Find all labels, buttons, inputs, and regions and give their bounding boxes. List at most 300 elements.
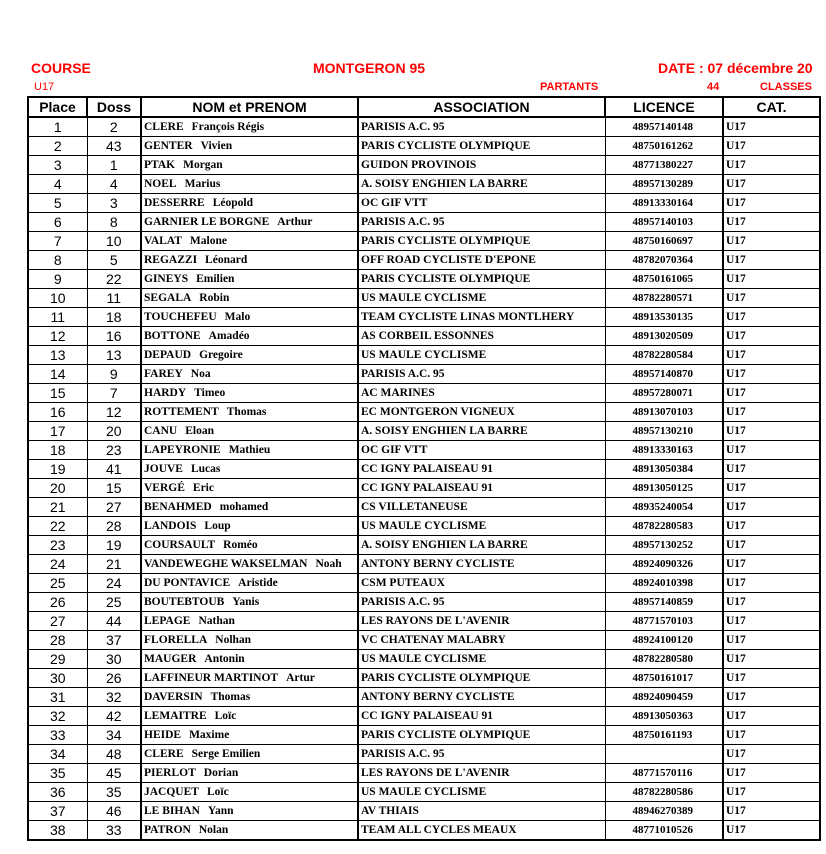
association-cell: PARIS CYCLISTE OLYMPIQUE bbox=[358, 669, 605, 688]
place-cell: 1 bbox=[28, 117, 87, 137]
place-cell: 18 bbox=[28, 441, 87, 460]
licence-cell: 48782280586 bbox=[605, 783, 723, 802]
bib-number-cell: 19 bbox=[87, 536, 141, 555]
rider-first-name: Emilien bbox=[196, 273, 235, 285]
licence-cell: 48782280583 bbox=[605, 517, 723, 536]
category-cell: U17 bbox=[723, 422, 820, 441]
bib-number-cell: 37 bbox=[87, 631, 141, 650]
table-row bbox=[28, 688, 820, 707]
table-row bbox=[28, 707, 820, 726]
table-row bbox=[28, 441, 820, 460]
bib-number-cell: 10 bbox=[87, 232, 141, 251]
bib-number-cell: 28 bbox=[87, 517, 141, 536]
table-row bbox=[28, 574, 820, 593]
table-row bbox=[28, 821, 820, 841]
place-cell: 12 bbox=[28, 327, 87, 346]
category-cell: U17 bbox=[723, 365, 820, 384]
table-row bbox=[28, 631, 820, 650]
course-label: COURSE bbox=[31, 60, 91, 76]
rider-first-name: Gregoire bbox=[199, 349, 243, 361]
rider-first-name: Malone bbox=[189, 235, 227, 247]
category-cell: U17 bbox=[723, 783, 820, 802]
rider-first-name: Noah bbox=[315, 558, 342, 570]
bib-number-cell: 15 bbox=[87, 479, 141, 498]
category-cell: U17 bbox=[723, 441, 820, 460]
rider-first-name: Nolan bbox=[198, 824, 229, 836]
association-cell: VC CHATENAY MALABRY bbox=[358, 631, 605, 650]
place-cell: 22 bbox=[28, 517, 87, 536]
association-cell: US MAULE CYCLISME bbox=[358, 650, 605, 669]
rider-name-cell bbox=[141, 764, 358, 783]
results-table bbox=[27, 96, 821, 841]
table-row bbox=[28, 650, 820, 669]
category-cell: U17 bbox=[723, 517, 820, 536]
association-cell: AC MARINES bbox=[358, 384, 605, 403]
rider-name-cell bbox=[141, 213, 358, 232]
rider-first-name: Vivien bbox=[200, 140, 233, 152]
bib-number-cell: 8 bbox=[87, 213, 141, 232]
table-row bbox=[28, 745, 820, 764]
rider-first-name: Artur bbox=[286, 672, 315, 684]
association-cell: ANTONY BERNY CYCLISTE bbox=[358, 555, 605, 574]
rider-name-cell bbox=[141, 289, 358, 308]
category-cell: U17 bbox=[723, 232, 820, 251]
association-cell: PARIS CYCLISTE OLYMPIQUE bbox=[358, 726, 605, 745]
bib-number-cell: 2 bbox=[87, 117, 141, 137]
table-row bbox=[28, 270, 820, 289]
rider-last-name: GARNIER LE BORGNE bbox=[144, 216, 270, 228]
place-cell: 6 bbox=[28, 213, 87, 232]
association-cell: CC IGNY PALAISEAU 91 bbox=[358, 460, 605, 479]
rider-first-name: Dorian bbox=[203, 767, 239, 779]
bib-number-cell: 46 bbox=[87, 802, 141, 821]
bib-number-cell: 44 bbox=[87, 612, 141, 631]
association-cell: OFF ROAD CYCLISTE D'EPONE bbox=[358, 251, 605, 270]
category-cell: U17 bbox=[723, 669, 820, 688]
bib-number-cell: 13 bbox=[87, 346, 141, 365]
bib-number-cell: 33 bbox=[87, 821, 141, 841]
licence-cell: 48924090459 bbox=[605, 688, 723, 707]
rider-name-cell bbox=[141, 327, 358, 346]
column-header-place: Place bbox=[28, 97, 87, 117]
table-row bbox=[28, 422, 820, 441]
place-cell: 11 bbox=[28, 308, 87, 327]
category-cell: U17 bbox=[723, 194, 820, 213]
rider-name-cell bbox=[141, 707, 358, 726]
licence-cell: 48924090326 bbox=[605, 555, 723, 574]
association-cell: PARISIS A.C. 95 bbox=[358, 593, 605, 612]
association-cell: US MAULE CYCLISME bbox=[358, 289, 605, 308]
bib-number-cell: 27 bbox=[87, 498, 141, 517]
place-cell: 27 bbox=[28, 612, 87, 631]
table-row bbox=[28, 783, 820, 802]
place-cell: 17 bbox=[28, 422, 87, 441]
rider-first-name: Serge Emilien bbox=[191, 748, 261, 760]
table-row bbox=[28, 194, 820, 213]
bib-number-cell: 18 bbox=[87, 308, 141, 327]
licence-cell: 48957140859 bbox=[605, 593, 723, 612]
table-row bbox=[28, 460, 820, 479]
licence-cell: 48957280071 bbox=[605, 384, 723, 403]
rider-first-name: Thomas bbox=[210, 691, 251, 703]
rider-last-name: FAREY bbox=[144, 368, 183, 380]
rider-last-name: LAFFINEUR MARTINOT bbox=[144, 672, 279, 684]
table-row bbox=[28, 289, 820, 308]
rider-last-name: ROTTEMENT bbox=[144, 406, 219, 418]
table-row bbox=[28, 802, 820, 821]
bib-number-cell: 32 bbox=[87, 688, 141, 707]
licence-cell: 48957130210 bbox=[605, 422, 723, 441]
rider-last-name: DEPAUD bbox=[144, 349, 192, 361]
rider-name-cell bbox=[141, 251, 358, 270]
rider-last-name: VANDEWEGHE WAKSELMAN bbox=[144, 558, 308, 570]
rider-first-name: Eloan bbox=[185, 425, 214, 437]
association-cell: TEAM ALL CYCLES MEAUX bbox=[358, 821, 605, 841]
category-cell: U17 bbox=[723, 175, 820, 194]
rider-name-cell bbox=[141, 346, 358, 365]
table-row bbox=[28, 213, 820, 232]
table-row bbox=[28, 726, 820, 745]
rider-name-cell bbox=[141, 460, 358, 479]
rider-first-name: Robin bbox=[199, 292, 230, 304]
association-cell: EC MONTGERON VIGNEUX bbox=[358, 403, 605, 422]
association-cell: US MAULE CYCLISME bbox=[358, 783, 605, 802]
classes-label: CLASSES bbox=[760, 81, 812, 93]
category-cell: U17 bbox=[723, 289, 820, 308]
rider-first-name: Timeo bbox=[194, 387, 226, 399]
association-cell: US MAULE CYCLISME bbox=[358, 517, 605, 536]
table-header-row bbox=[28, 97, 820, 117]
rider-first-name: Marius bbox=[184, 178, 221, 190]
licence-cell: 48913070103 bbox=[605, 403, 723, 422]
licence-cell bbox=[605, 745, 723, 764]
rider-first-name: Arthur bbox=[277, 216, 313, 228]
rider-last-name: CLERE bbox=[144, 121, 184, 133]
place-cell: 34 bbox=[28, 745, 87, 764]
rider-first-name: Noa bbox=[190, 368, 211, 380]
category-cell: U17 bbox=[723, 213, 820, 232]
rider-last-name: LAPEYRONIE bbox=[144, 444, 221, 456]
rider-name-cell bbox=[141, 194, 358, 213]
licence-cell: 48782280584 bbox=[605, 346, 723, 365]
association-cell: CS VILLETANEUSE bbox=[358, 498, 605, 517]
association-cell: ANTONY BERNY CYCLISTE bbox=[358, 688, 605, 707]
licence-cell: 48957130252 bbox=[605, 536, 723, 555]
bib-number-cell: 12 bbox=[87, 403, 141, 422]
category-cell: U17 bbox=[723, 156, 820, 175]
category-cell: U17 bbox=[723, 384, 820, 403]
bib-number-cell: 41 bbox=[87, 460, 141, 479]
place-cell: 23 bbox=[28, 536, 87, 555]
association-cell: PARIS CYCLISTE OLYMPIQUE bbox=[358, 232, 605, 251]
rider-last-name: HARDY bbox=[144, 387, 187, 399]
rider-first-name: mohamed bbox=[219, 501, 269, 513]
table-row bbox=[28, 669, 820, 688]
rider-first-name: Aristide bbox=[238, 577, 278, 589]
rider-name-cell bbox=[141, 669, 358, 688]
rider-name-cell bbox=[141, 441, 358, 460]
rider-name-cell bbox=[141, 270, 358, 289]
table-row bbox=[28, 251, 820, 270]
place-cell: 26 bbox=[28, 593, 87, 612]
rider-last-name: GINEYS bbox=[144, 273, 189, 285]
bib-number-cell: 26 bbox=[87, 669, 141, 688]
rider-first-name: Maxime bbox=[189, 729, 230, 741]
rider-name-cell bbox=[141, 650, 358, 669]
category-cell: U17 bbox=[723, 536, 820, 555]
place-cell: 5 bbox=[28, 194, 87, 213]
table-row bbox=[28, 137, 820, 156]
association-cell: LES RAYONS DE L'AVENIR bbox=[358, 764, 605, 783]
rider-name-cell bbox=[141, 365, 358, 384]
place-cell: 24 bbox=[28, 555, 87, 574]
licence-cell: 48913050363 bbox=[605, 707, 723, 726]
place-cell: 32 bbox=[28, 707, 87, 726]
rider-last-name: LE BIHAN bbox=[144, 805, 200, 817]
bib-number-cell: 16 bbox=[87, 327, 141, 346]
rider-name-cell bbox=[141, 403, 358, 422]
table-row bbox=[28, 593, 820, 612]
place-cell: 37 bbox=[28, 802, 87, 821]
category-cell: U17 bbox=[723, 821, 820, 841]
association-cell: PARISIS A.C. 95 bbox=[358, 213, 605, 232]
rider-first-name: Mathieu bbox=[228, 444, 271, 456]
place-cell: 20 bbox=[28, 479, 87, 498]
rider-last-name: JOUVE bbox=[144, 463, 183, 475]
rider-name-cell bbox=[141, 232, 358, 251]
licence-cell: 48913330164 bbox=[605, 194, 723, 213]
association-cell: LES RAYONS DE L'AVENIR bbox=[358, 612, 605, 631]
rider-first-name: Amadéo bbox=[208, 330, 250, 342]
table-row bbox=[28, 612, 820, 631]
table-row bbox=[28, 555, 820, 574]
rider-name-cell bbox=[141, 498, 358, 517]
association-cell: A. SOISY ENGHIEN LA BARRE bbox=[358, 536, 605, 555]
table-row bbox=[28, 232, 820, 251]
rider-last-name: DU PONTAVICE bbox=[144, 577, 231, 589]
category-cell: U17 bbox=[723, 270, 820, 289]
association-cell: TEAM CYCLISTE LINAS MONTLHERY bbox=[358, 308, 605, 327]
table-row bbox=[28, 175, 820, 194]
bib-number-cell: 3 bbox=[87, 194, 141, 213]
licence-cell: 48913050125 bbox=[605, 479, 723, 498]
rider-first-name: Léonard bbox=[205, 254, 248, 266]
licence-cell: 48924010398 bbox=[605, 574, 723, 593]
table-row bbox=[28, 327, 820, 346]
table-row bbox=[28, 117, 820, 137]
rider-last-name: DAVERSIN bbox=[144, 691, 203, 703]
rider-name-cell bbox=[141, 783, 358, 802]
race-date: DATE : 07 décembre 20 bbox=[658, 60, 813, 76]
rider-name-cell bbox=[141, 308, 358, 327]
partants-count: 44 bbox=[707, 81, 720, 93]
category-cell: U17 bbox=[723, 346, 820, 365]
rider-name-cell bbox=[141, 745, 358, 764]
rider-first-name: Loïc bbox=[206, 786, 229, 798]
licence-cell: 48946270389 bbox=[605, 802, 723, 821]
category-cell: U17 bbox=[723, 631, 820, 650]
rider-last-name: BENAHMED bbox=[144, 501, 212, 513]
rider-last-name: CANU bbox=[144, 425, 178, 437]
association-cell: A. SOISY ENGHIEN LA BARRE bbox=[358, 422, 605, 441]
rider-name-cell bbox=[141, 555, 358, 574]
association-cell: OC GIF VTT bbox=[358, 441, 605, 460]
licence-cell: 48750160697 bbox=[605, 232, 723, 251]
rider-last-name: GENTER bbox=[144, 140, 193, 152]
licence-cell: 48771570116 bbox=[605, 764, 723, 783]
category-cell: U17 bbox=[723, 650, 820, 669]
rider-first-name: Malo bbox=[224, 311, 251, 323]
bib-number-cell: 21 bbox=[87, 555, 141, 574]
rider-name-cell bbox=[141, 384, 358, 403]
rider-last-name: MAUGER bbox=[144, 653, 197, 665]
association-cell: CC IGNY PALAISEAU 91 bbox=[358, 479, 605, 498]
licence-cell: 48935240054 bbox=[605, 498, 723, 517]
table-row bbox=[28, 365, 820, 384]
rider-first-name: Yann bbox=[207, 805, 234, 817]
place-cell: 3 bbox=[28, 156, 87, 175]
rider-name-cell bbox=[141, 175, 358, 194]
column-header-name: NOM et PRENOM bbox=[141, 97, 358, 117]
rider-first-name: Eric bbox=[192, 482, 214, 494]
category-cell: U17 bbox=[723, 574, 820, 593]
bib-number-cell: 24 bbox=[87, 574, 141, 593]
rider-last-name: JACQUET bbox=[144, 786, 199, 798]
bib-number-cell: 34 bbox=[87, 726, 141, 745]
licence-cell: 48750161193 bbox=[605, 726, 723, 745]
table-row bbox=[28, 764, 820, 783]
association-cell: PARIS CYCLISTE OLYMPIQUE bbox=[358, 270, 605, 289]
bib-number-cell: 5 bbox=[87, 251, 141, 270]
association-cell: US MAULE CYCLISME bbox=[358, 346, 605, 365]
place-cell: 21 bbox=[28, 498, 87, 517]
rider-last-name: DESSERRE bbox=[144, 197, 205, 209]
association-cell: OC GIF VTT bbox=[358, 194, 605, 213]
place-cell: 31 bbox=[28, 688, 87, 707]
rider-name-cell bbox=[141, 688, 358, 707]
rider-last-name: LANDOIS bbox=[144, 520, 197, 532]
column-header-association: ASSOCIATION bbox=[358, 97, 605, 117]
table-row bbox=[28, 156, 820, 175]
rider-name-cell bbox=[141, 726, 358, 745]
place-cell: 4 bbox=[28, 175, 87, 194]
licence-cell: 48913050384 bbox=[605, 460, 723, 479]
place-cell: 38 bbox=[28, 821, 87, 841]
category-cell: U17 bbox=[723, 308, 820, 327]
association-cell: PARISIS A.C. 95 bbox=[358, 745, 605, 764]
table-row bbox=[28, 536, 820, 555]
category-label: U17 bbox=[34, 81, 55, 93]
bib-number-cell: 22 bbox=[87, 270, 141, 289]
rider-last-name: LEPAGE bbox=[144, 615, 191, 627]
rider-last-name: TOUCHEFEU bbox=[144, 311, 217, 323]
bib-number-cell: 11 bbox=[87, 289, 141, 308]
rider-first-name: Antonin bbox=[204, 653, 245, 665]
course-name: MONTGERON 95 bbox=[313, 60, 426, 76]
licence-cell: 48782280580 bbox=[605, 650, 723, 669]
place-cell: 15 bbox=[28, 384, 87, 403]
rider-first-name: Morgan bbox=[183, 159, 223, 171]
place-cell: 25 bbox=[28, 574, 87, 593]
licence-cell: 48750161262 bbox=[605, 137, 723, 156]
association-cell: PARISIS A.C. 95 bbox=[358, 117, 605, 137]
category-cell: U17 bbox=[723, 745, 820, 764]
association-cell: CSM PUTEAUX bbox=[358, 574, 605, 593]
bib-number-cell: 1 bbox=[87, 156, 141, 175]
association-cell: PARISIS A.C. 95 bbox=[358, 365, 605, 384]
rider-name-cell bbox=[141, 536, 358, 555]
rider-last-name: PTAK bbox=[144, 159, 176, 171]
rider-last-name: BOUTEBTOUB bbox=[144, 596, 225, 608]
category-cell: U17 bbox=[723, 479, 820, 498]
rider-name-cell bbox=[141, 156, 358, 175]
association-cell: A. SOISY ENGHIEN LA BARRE bbox=[358, 175, 605, 194]
category-cell: U17 bbox=[723, 117, 820, 137]
bib-number-cell: 7 bbox=[87, 384, 141, 403]
bib-number-cell: 48 bbox=[87, 745, 141, 764]
rider-name-cell bbox=[141, 802, 358, 821]
category-cell: U17 bbox=[723, 688, 820, 707]
column-header-doss: Doss bbox=[87, 97, 141, 117]
licence-cell: 48957140148 bbox=[605, 117, 723, 137]
rider-last-name: LEMAITRE bbox=[144, 710, 207, 722]
column-header-licence: LICENCE bbox=[605, 97, 723, 117]
place-cell: 36 bbox=[28, 783, 87, 802]
rider-name-cell bbox=[141, 574, 358, 593]
place-cell: 33 bbox=[28, 726, 87, 745]
rider-last-name: COURSAULT bbox=[144, 539, 216, 551]
partants-label: PARTANTS bbox=[540, 81, 599, 93]
licence-cell: 48771570103 bbox=[605, 612, 723, 631]
place-cell: 16 bbox=[28, 403, 87, 422]
rider-last-name: NOEL bbox=[144, 178, 177, 190]
place-cell: 8 bbox=[28, 251, 87, 270]
rider-first-name: Nolhan bbox=[215, 634, 252, 646]
place-cell: 2 bbox=[28, 137, 87, 156]
rider-last-name: VALAT bbox=[144, 235, 182, 247]
bib-number-cell: 20 bbox=[87, 422, 141, 441]
bib-number-cell: 25 bbox=[87, 593, 141, 612]
rider-last-name: PIERLOT bbox=[144, 767, 196, 779]
category-cell: U17 bbox=[723, 707, 820, 726]
rider-last-name: PATRON bbox=[144, 824, 191, 836]
association-cell: GUIDON PROVINOIS bbox=[358, 156, 605, 175]
category-cell: U17 bbox=[723, 802, 820, 821]
table-row bbox=[28, 308, 820, 327]
category-cell: U17 bbox=[723, 498, 820, 517]
rider-name-cell bbox=[141, 479, 358, 498]
rider-last-name: HEIDE bbox=[144, 729, 182, 741]
rider-first-name: Loïc bbox=[214, 710, 237, 722]
category-cell: U17 bbox=[723, 555, 820, 574]
licence-cell: 48913020509 bbox=[605, 327, 723, 346]
licence-cell: 48771010526 bbox=[605, 821, 723, 841]
rider-first-name: Léopold bbox=[212, 197, 253, 209]
bib-number-cell: 30 bbox=[87, 650, 141, 669]
rider-name-cell bbox=[141, 517, 358, 536]
rider-first-name: Roméo bbox=[223, 539, 258, 551]
bib-number-cell: 23 bbox=[87, 441, 141, 460]
place-cell: 14 bbox=[28, 365, 87, 384]
rider-name-cell bbox=[141, 631, 358, 650]
licence-cell: 48957130289 bbox=[605, 175, 723, 194]
association-cell: PARIS CYCLISTE OLYMPIQUE bbox=[358, 137, 605, 156]
table-row bbox=[28, 517, 820, 536]
licence-cell: 48750161017 bbox=[605, 669, 723, 688]
category-cell: U17 bbox=[723, 726, 820, 745]
licence-cell: 48782070364 bbox=[605, 251, 723, 270]
column-header-category: CAT. bbox=[723, 97, 820, 117]
